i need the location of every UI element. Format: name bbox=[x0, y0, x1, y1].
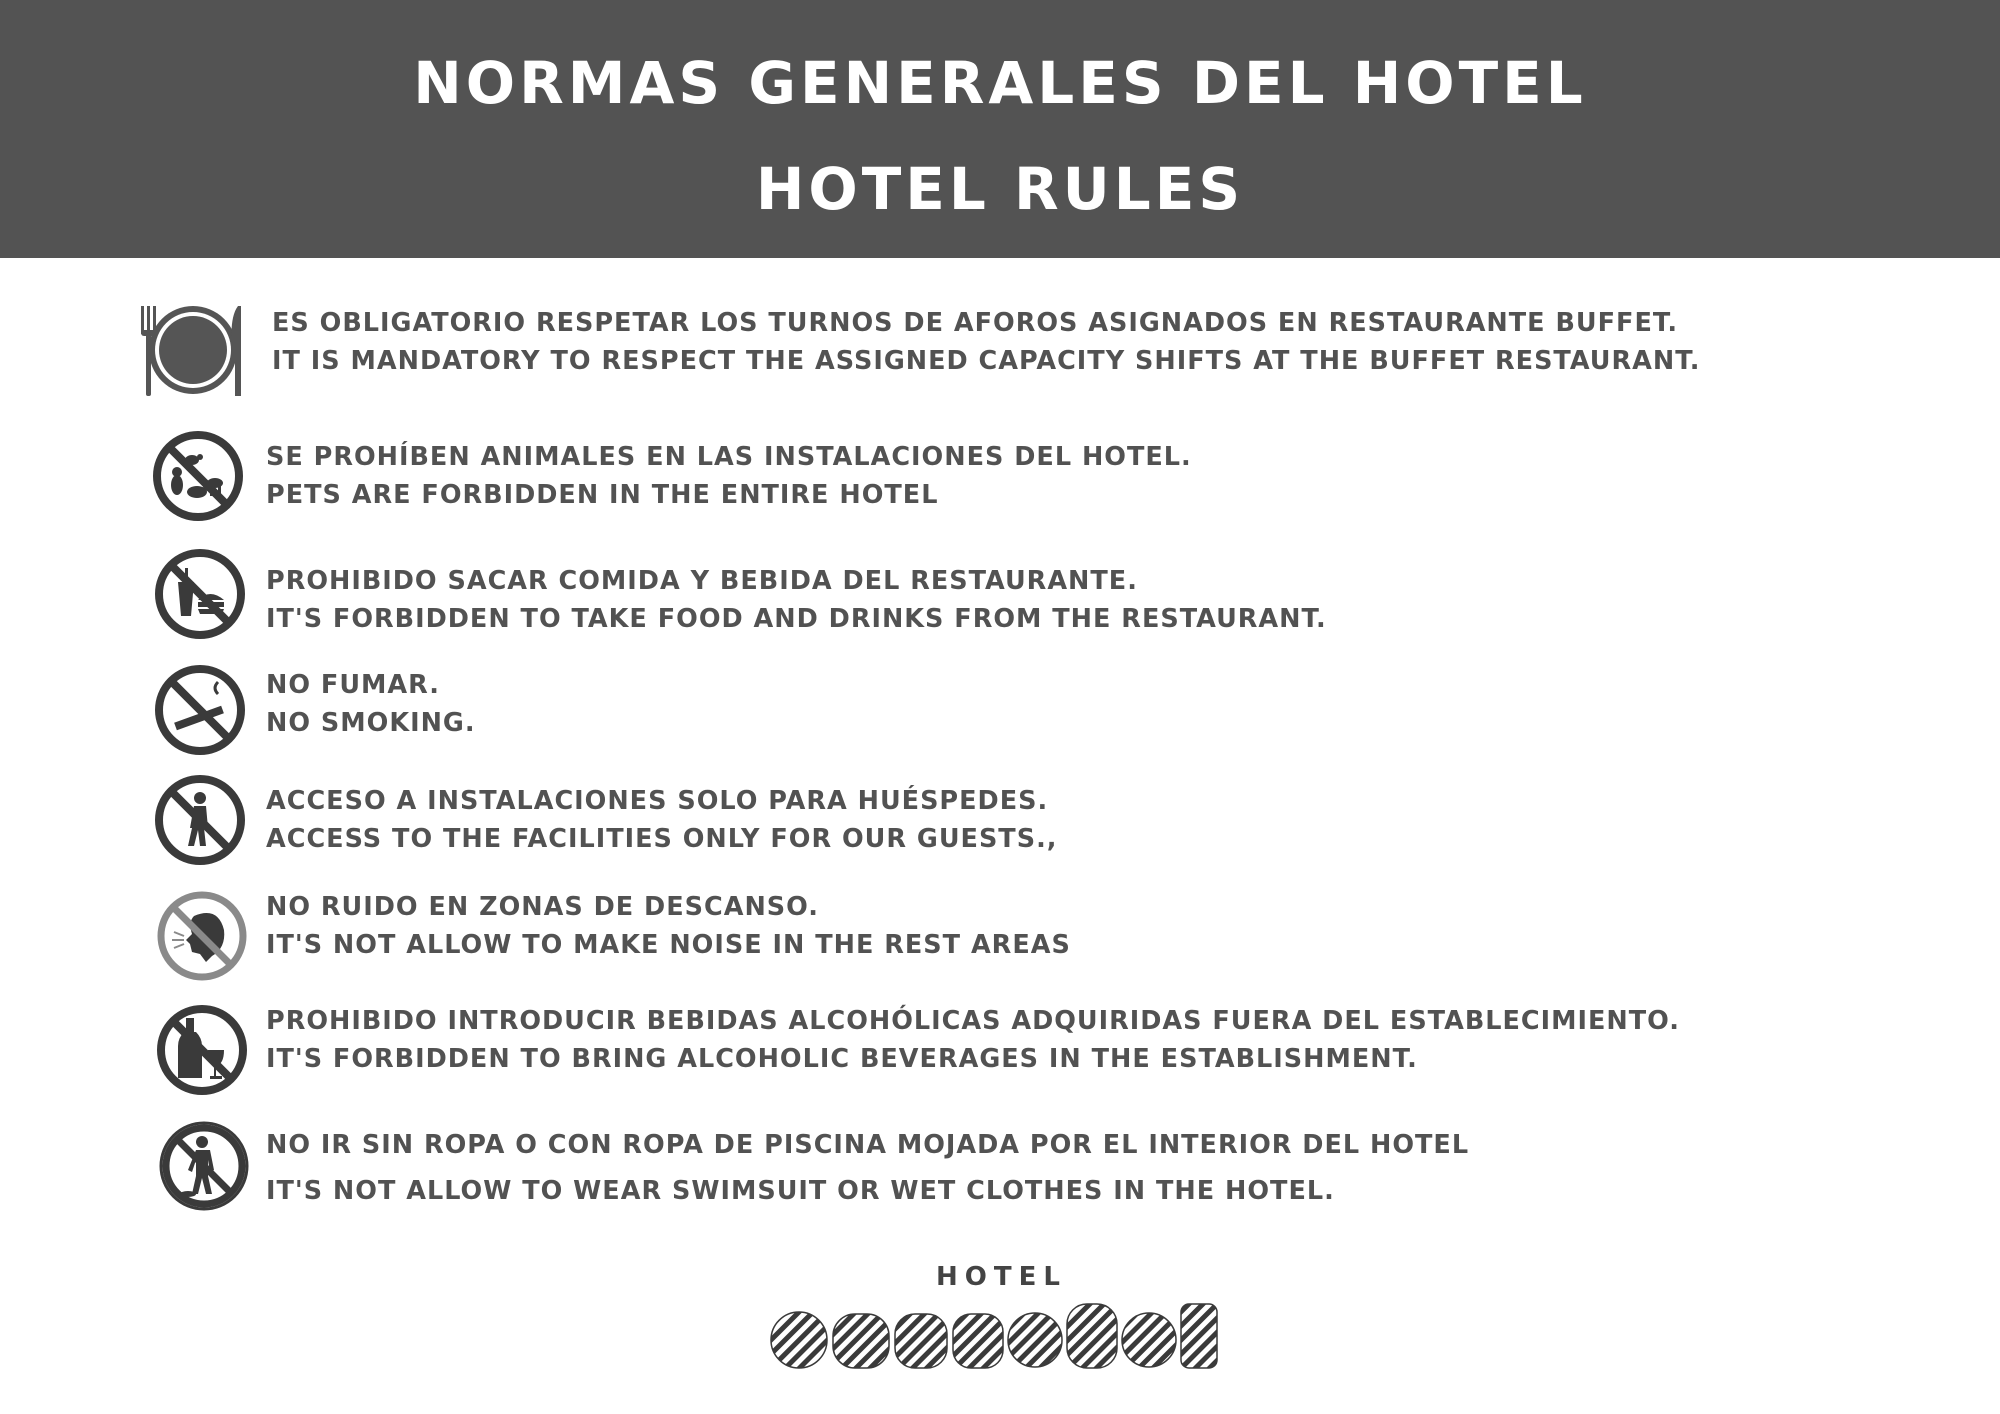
no-pets-icon bbox=[152, 430, 244, 522]
restaurant-plate-icon bbox=[138, 302, 248, 398]
rule-text-en: IT'S NOT ALLOW TO MAKE NOISE IN THE REST AREAS bbox=[266, 930, 1071, 960]
rule-text-es: NO RUIDO EN ZONAS DE DESCANSO. bbox=[266, 892, 819, 922]
no-swimsuit-icon bbox=[158, 1120, 250, 1212]
page-title-en: HOTEL RULES bbox=[755, 155, 1245, 223]
rule-text-es: NO IR SIN ROPA O CON ROPA DE PISCINA MOJADA POR EL INTERIOR DEL HOTEL bbox=[266, 1130, 1470, 1160]
no-alcohol-icon bbox=[156, 1004, 248, 1096]
page-header bbox=[0, 0, 2000, 258]
rule-text-es: PROHIBIDO INTRODUCIR BEBIDAS ALCOHÓLICAS ADQUIRIDAS FUERA DEL ESTABLECIMIENTO. bbox=[266, 1006, 1680, 1036]
rule-text-es: PROHIBIDO SACAR COMIDA Y BEBIDA DEL RESTAURANTE. bbox=[266, 566, 1138, 596]
no-smoking-icon bbox=[154, 664, 246, 756]
rule-text-en: IT'S NOT ALLOW TO WEAR SWIMSUIT OR WET CLOTHES IN THE HOTEL. bbox=[266, 1176, 1335, 1206]
no-food-drink-icon bbox=[154, 548, 246, 640]
page-title-es: NORMAS GENERALES DEL HOTEL bbox=[413, 49, 1587, 117]
no-noise-icon bbox=[156, 890, 248, 982]
rule-text-en: IT'S FORBIDDEN TO TAKE FOOD AND DRINKS FROM THE RESTAURANT. bbox=[266, 604, 1327, 634]
rule-text-en: NO SMOKING. bbox=[266, 708, 476, 738]
rule-text-en: ACCESS TO THE FACILITIES ONLY FOR OUR GUESTS., bbox=[266, 824, 1058, 854]
no-entry-person-icon bbox=[154, 774, 246, 866]
rule-text-en: IT IS MANDATORY TO RESPECT THE ASSIGNED CAPACITY SHIFTS AT THE BUFFET RESTAURANT. bbox=[272, 346, 1701, 376]
rule-text-en: PETS ARE FORBIDDEN IN THE ENTIRE HOTEL bbox=[266, 480, 939, 510]
hotel-logo-name: capnegret bbox=[992, 1378, 998, 1379]
rule-text-es: NO FUMAR. bbox=[266, 670, 440, 700]
rule-text-es: ES OBLIGATORIO RESPETAR LOS TURNOS DE AFOROS ASIGNADOS EN RESTAURANTE BUFFET. bbox=[272, 308, 1679, 338]
hotel-logo-label: HOTEL bbox=[936, 1262, 1067, 1292]
rule-text-en: IT'S FORBIDDEN TO BRING ALCOHOLIC BEVERAGES IN THE ESTABLISHMENT. bbox=[266, 1044, 1418, 1074]
rule-text-es: ACCESO A INSTALACIONES SOLO PARA HUÉSPEDES. bbox=[266, 786, 1049, 816]
rule-text-es: SE PROHÍBEN ANIMALES EN LAS INSTALACIONES DEL HOTEL. bbox=[266, 442, 1192, 472]
hotel-logo bbox=[765, 1300, 1225, 1384]
